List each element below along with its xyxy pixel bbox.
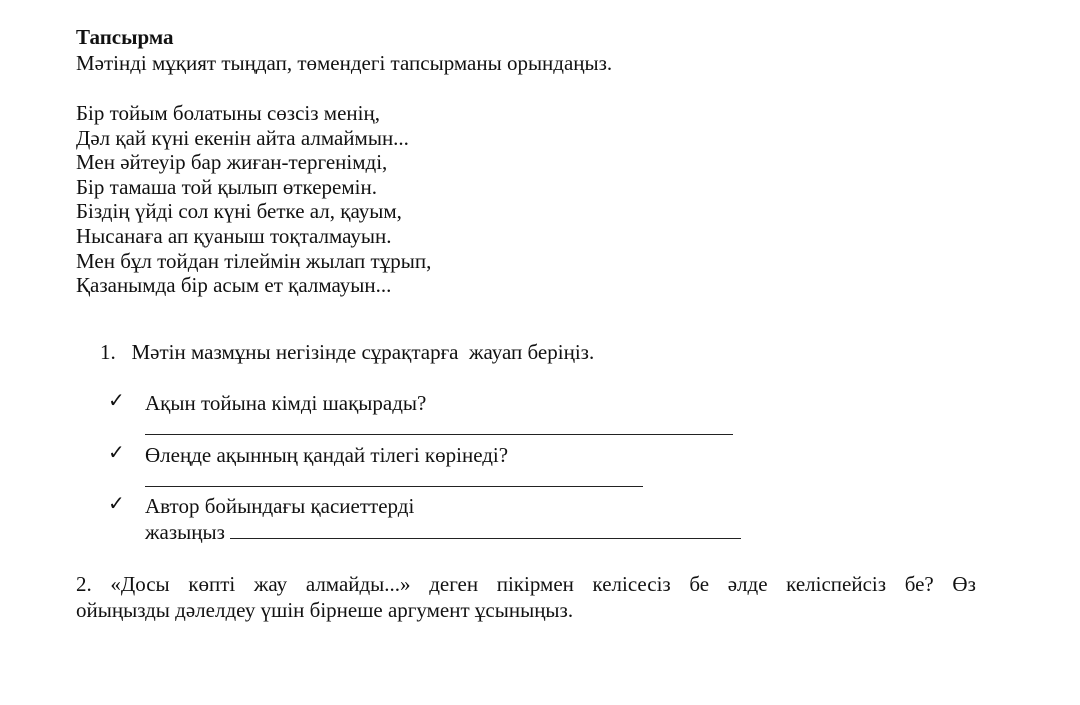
question-1: Ақын тойына кімді шақырады?: [145, 391, 427, 415]
task1-number: 1.: [100, 340, 116, 364]
poem-line: Бір тамаша той қылып өткеремін.: [76, 174, 377, 199]
task1-heading: [100, 339, 594, 365]
task2-word: бе?: [904, 572, 934, 596]
task2-word: деген: [429, 572, 479, 596]
task2-word: «Досы: [110, 572, 170, 596]
question-2: Өлеңде ақынның қандай тілегі көрінеді?: [145, 443, 509, 467]
task1-heading-text: Мәтін мазмұны негізінде сұрақтарға жауап беріңіз.: [131, 340, 595, 364]
task2-word: Өз: [952, 572, 976, 596]
instruction-text: Мәтінді мұқият тыңдап, төмендегі тапсырманы орындаңыз.: [76, 51, 613, 75]
answer-line-3[interactable]: [230, 538, 741, 539]
page-title: Тапсырма: [76, 25, 174, 49]
task2-line1: [76, 571, 976, 597]
poem-line: Дәл қай күні екенін айта алмаймын...: [76, 125, 409, 150]
poem: [76, 101, 431, 298]
poem-line: Мен әйтеуір бар жиған-тергенімді,: [76, 150, 388, 175]
task2-word: көпті: [188, 572, 236, 596]
task2-word: келісесіз: [592, 572, 671, 596]
task2-number: 2.: [76, 572, 92, 596]
poem-line: Бір тойым болатыны сөзсіз менің,: [76, 101, 380, 125]
question-3-continuation: жазыңыз: [145, 520, 225, 544]
question-3: Автор бойындағы қасиеттерді: [145, 494, 415, 518]
answer-line-1[interactable]: [145, 434, 733, 435]
poem-line: Мен бұл тойдан тілеймін жылап тұрып,: [76, 248, 432, 273]
task2-word: бе: [689, 572, 710, 596]
poem-line: Қазанымда бір асым ет қалмауын...: [76, 273, 392, 298]
answer-line-2[interactable]: [145, 486, 643, 487]
check-mark-icon: ✓: [108, 442, 125, 464]
task2-word: әлде: [727, 572, 768, 596]
check-mark-icon: ✓: [108, 493, 125, 515]
task2-word: келіспейсіз: [786, 572, 887, 596]
task2-word: жау: [253, 572, 288, 596]
poem-line: Нысанаға ап қуаныш тоқталмауын.: [76, 223, 392, 248]
task2-line2: ойыңызды дәлелдеу үшін бірнеше аргумент ұсыныңыз.: [76, 598, 574, 622]
task2-word: пікірмен: [496, 572, 574, 596]
task2-word: алмайды...»: [305, 572, 411, 596]
task2: [76, 571, 976, 623]
check-mark-icon: ✓: [108, 390, 125, 412]
poem-line: Біздің үйді сол күні бетке ал, қауым,: [76, 199, 402, 224]
